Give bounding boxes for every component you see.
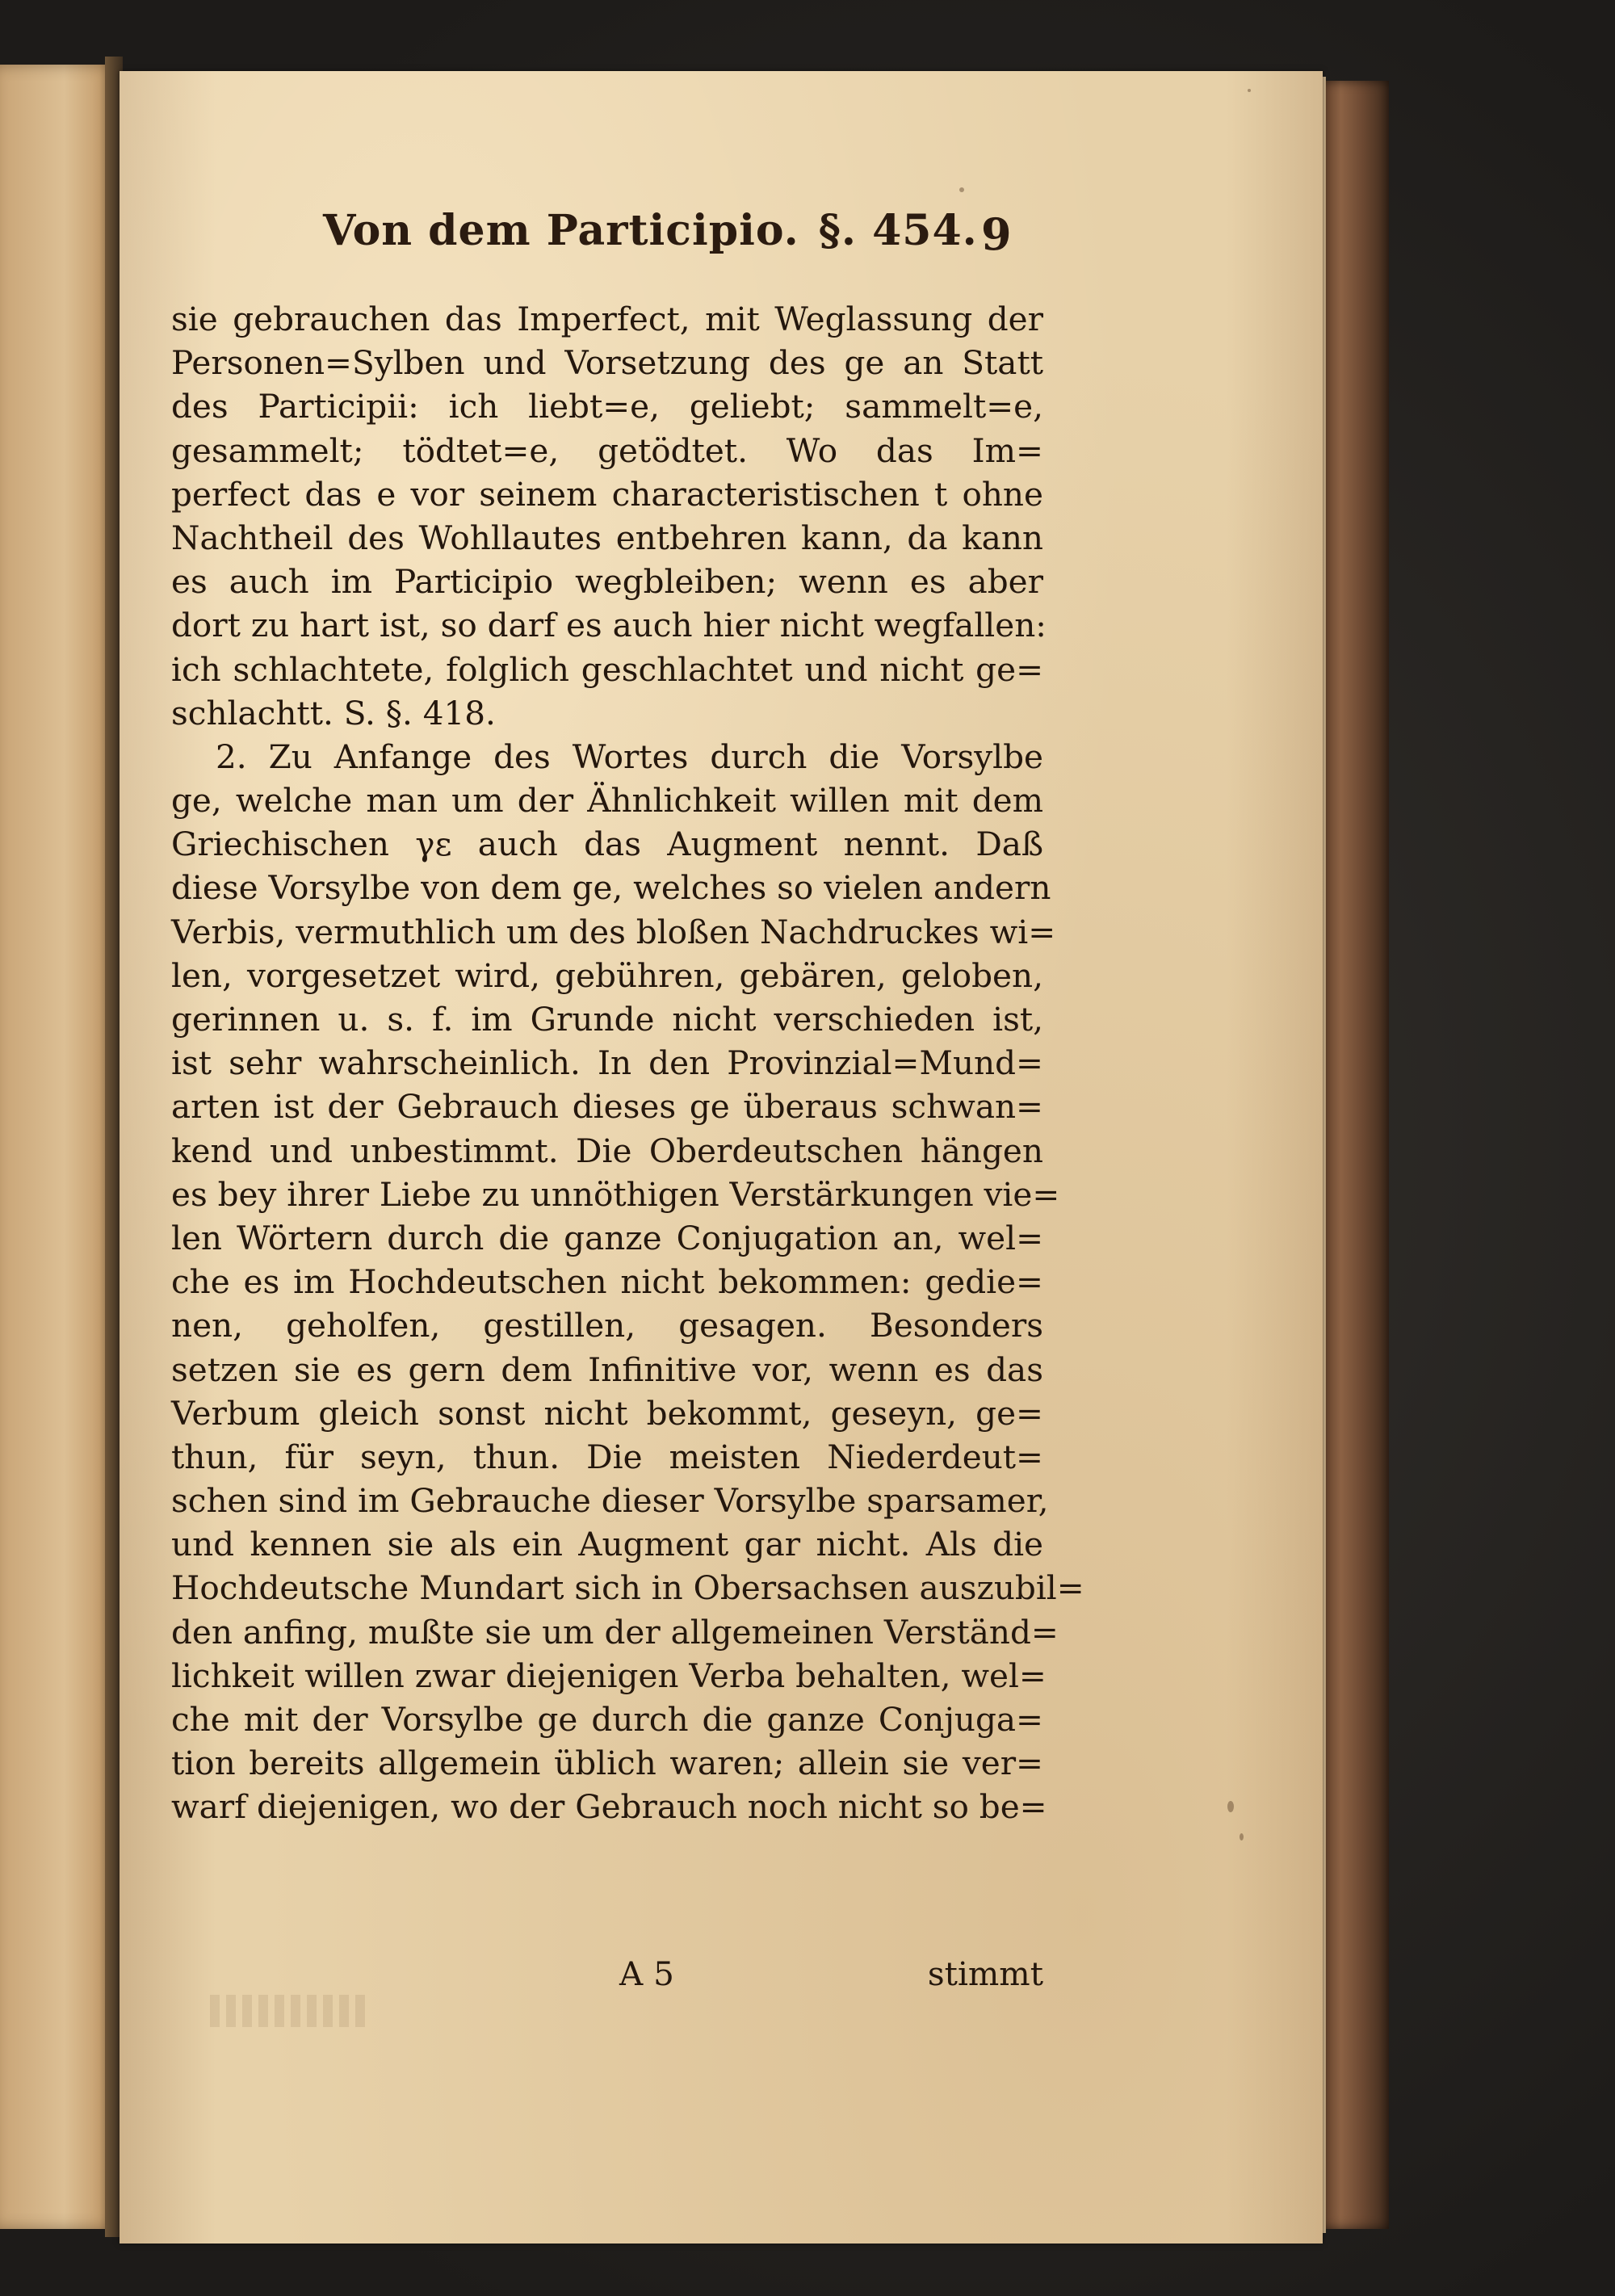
text-line: dort zu hart ist, so darf es auch hier nicht wegfallen: [171,606,1047,645]
paper-speck [1227,1801,1234,1812]
text-line-paragraph-start: 2. Zu Anfange des Wortes durch die Vorsylbe [216,737,1043,776]
text-line: Griechischen γε auch das Augment nennt. Daß [171,825,1043,864]
text-line: len Wörtern durch die ganze Conjugation an, wel= [171,1218,1043,1257]
text-line: Nachtheil des Wohllautes entbehren kann, da kann [171,518,1043,557]
text-line: thun, für seyn, thun. Die meisten Niederdeut= [171,1437,1043,1476]
text-line: tion bereits allgemein üblich waren; allein sie ver= [171,1744,1043,1783]
text-line: Personen=Sylben und Vorsetzung des ge an Statt [171,343,1043,383]
text-line: Verbum gleich sonst nicht bekommt, geseyn, ge= [171,1393,1043,1433]
text-line: ich schlachtete, folglich geschlachtet und nicht ge= [171,649,1043,689]
paper-speck [1248,89,1251,92]
text-line: warf diejenigen, wo der Gebrauch noch nicht so be= [171,1787,1047,1827]
page-number: 9 [981,208,1012,260]
text-line: kend und unbestimmt. Die Oberdeutschen hängen [171,1131,1043,1170]
text-line: Hochdeutsche Mundart sich in Obersachsen auszubil= [171,1568,1084,1608]
text-line: nen, geholfen, gestillen, gesagen. Besonders [171,1306,1043,1345]
leather-cover-edge [1320,81,1389,2229]
text-line: diese Vorsylbe von dem ge, welches so vielen andern [171,868,1051,908]
paper-speck [1240,1833,1244,1841]
text-line: len, vorgesetzet wird, gebühren, gebären, geloben, [171,955,1043,995]
text-line: sie gebrauchen das Imperfect, mit Weglassung der [171,300,1043,338]
body-text [171,297,1084,1829]
text-line: ge, welche man um der Ähnlichkeit willen mit dem [171,781,1043,821]
text-line: che es im Hochdeutschen nicht bekommen: gedie= [171,1262,1043,1302]
running-head-title: Von dem Participio. [323,206,799,255]
text-line: setzen sie es gern dem Infinitive vor, wenn es das [171,1349,1043,1389]
text-line: gerinnen u. s. f. im Grunde nicht verschieden ist, [171,1000,1043,1039]
text-line: schen sind im Gebrauche dieser Vorsylbe sparsamer, [171,1481,1049,1521]
facing-page-edge [0,65,117,2229]
text-line: arten ist der Gebrauch dieses ge überaus schwan= [171,1087,1043,1127]
show-through-text [210,1995,371,2027]
text-line: den anfing, mußte sie um der allgemeinen Verständ= [171,1612,1059,1652]
text-line: des Participii: ich liebt=e, geliebt; sammelt=e, [171,387,1043,426]
running-head-section: §. 454. [818,206,978,255]
text-line: perfect das e vor seinem characteristischen t ohne [171,474,1043,514]
catchword: stimmt [927,1954,1043,1993]
signature-mark: A 5 [619,1954,674,1993]
text-line: es bey ihrer Liebe zu unnöthigen Verstärkungen vie= [171,1174,1060,1214]
text-line: es auch im Participio wegbleiben; wenn es aber [171,562,1043,602]
text-line: gesammelt; tödtet=e, getödtet. Wo das Im= [171,430,1043,470]
text-line: ist sehr wahrscheinlich. In den Provinzial=Mund= [171,1043,1043,1083]
text-line: und kennen sie als ein Augment gar nicht. Als die [171,1525,1043,1564]
text-line: Verbis, vermuthlich um des bloßen Nachdruckes wi= [171,912,1056,951]
text-line: schlachtt. S. §. 418. [171,693,496,732]
running-head [323,206,1074,271]
text-line: che mit der Vorsylbe ge durch die ganze Conjuga= [171,1700,1043,1739]
text-line: lichkeit willen zwar diejenigen Verba behalten, wel= [171,1656,1047,1695]
paper-speck [959,187,964,192]
